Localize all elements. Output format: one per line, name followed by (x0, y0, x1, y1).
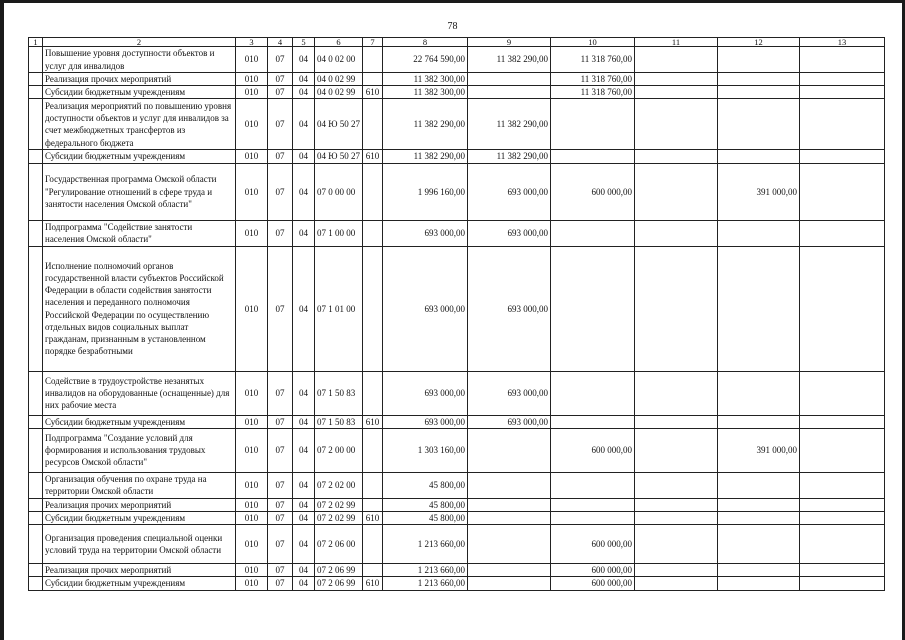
table-body (29, 47, 885, 591)
column-header-6: 6 (315, 38, 363, 47)
column-header-3: 3 (236, 38, 268, 47)
code-ministry: 010 (236, 525, 268, 564)
scan-edge-left (0, 0, 4, 640)
amount-col-9: 11 382 290,00 (468, 47, 551, 73)
column-header-7: 7 (363, 38, 383, 47)
row-marker (29, 577, 43, 590)
code-section: 07 (268, 163, 293, 220)
amount-col-13 (800, 371, 885, 415)
code-subsection: 04 (293, 86, 315, 99)
amount-col-10 (551, 246, 635, 371)
code-ministry: 010 (236, 246, 268, 371)
code-ministry: 010 (236, 564, 268, 577)
code-target-article: 07 2 02 99 (315, 512, 363, 525)
column-header-2: 2 (43, 38, 236, 47)
code-expense-type (363, 564, 383, 577)
code-target-article: 04 0 02 99 (315, 73, 363, 86)
amount-col-13 (800, 564, 885, 577)
amount-col-13 (800, 525, 885, 564)
code-subsection: 04 (293, 47, 315, 73)
row-description: Государственная программа Омской области "Регулирование отношений в сфере труда и занятости населения Омской области" (43, 163, 236, 220)
code-expense-type (363, 246, 383, 371)
code-section: 07 (268, 577, 293, 590)
code-section: 07 (268, 220, 293, 246)
row-marker (29, 150, 43, 163)
amount-col-10: 600 000,00 (551, 525, 635, 564)
amount-col-9: 11 382 290,00 (468, 99, 551, 150)
row-marker (29, 498, 43, 511)
row-description: Организация проведения специальной оценки условий труда на территории Омской области (43, 525, 236, 564)
amount-col-13 (800, 246, 885, 371)
row-description: Исполнение полномочий органов государственной власти субъектов Российской Федерации в области содействия занятости населения и переданного полномочия Российской Федерации по осуществлению отдельных видов социальных выплат гражданам, признанным в установленном порядке безработными (43, 246, 236, 371)
table-row (29, 577, 885, 590)
code-target-article: 04 0 02 00 (315, 47, 363, 73)
code-ministry: 010 (236, 86, 268, 99)
row-marker (29, 47, 43, 73)
code-expense-type: 610 (363, 512, 383, 525)
row-description: Подпрограмма "Создание условий для формирования и использования трудовых ресурсов Омской области" (43, 428, 236, 472)
code-section: 07 (268, 472, 293, 498)
amount-col-13 (800, 415, 885, 428)
row-description: Субсидии бюджетным учреждениям (43, 512, 236, 525)
code-subsection: 04 (293, 371, 315, 415)
amount-col-9: 693 000,00 (468, 220, 551, 246)
amount-col-9 (468, 512, 551, 525)
column-header-1: 1 (29, 38, 43, 47)
code-section: 07 (268, 246, 293, 371)
amount-col-11 (635, 73, 718, 86)
amount-col-11 (635, 498, 718, 511)
amount-col-13 (800, 220, 885, 246)
amount-col-8: 45 800,00 (383, 472, 468, 498)
amount-col-12 (718, 86, 800, 99)
code-subsection: 04 (293, 246, 315, 371)
amount-col-9 (468, 525, 551, 564)
code-subsection: 04 (293, 220, 315, 246)
scan-edge-top (0, 0, 905, 3)
code-section: 07 (268, 525, 293, 564)
amount-col-11 (635, 47, 718, 73)
code-ministry: 010 (236, 512, 268, 525)
row-marker (29, 512, 43, 525)
amount-col-10 (551, 498, 635, 511)
amount-col-13 (800, 150, 885, 163)
code-section: 07 (268, 73, 293, 86)
amount-col-10: 11 318 760,00 (551, 47, 635, 73)
column-header-13: 13 (800, 38, 885, 47)
amount-col-8: 11 382 300,00 (383, 86, 468, 99)
table-row (29, 163, 885, 220)
code-ministry: 010 (236, 577, 268, 590)
row-description: Реализация мероприятий по повышению уровня доступности объектов и услуг для инвалидов за счет межбюджетных трансфертов из федерального бюджета (43, 99, 236, 150)
amount-col-8: 693 000,00 (383, 415, 468, 428)
amount-col-12 (718, 246, 800, 371)
code-section: 07 (268, 99, 293, 150)
code-expense-type: 610 (363, 86, 383, 99)
amount-col-9 (468, 472, 551, 498)
page-number: 78 (447, 21, 458, 32)
amount-col-11 (635, 150, 718, 163)
amount-col-9 (468, 73, 551, 86)
code-subsection: 04 (293, 525, 315, 564)
code-section: 07 (268, 371, 293, 415)
row-marker (29, 415, 43, 428)
table-row (29, 47, 885, 73)
row-description: Субсидии бюджетным учреждениям (43, 86, 236, 99)
amount-col-10 (551, 99, 635, 150)
amount-col-12: 391 000,00 (718, 428, 800, 472)
row-description: Субсидии бюджетным учреждениям (43, 150, 236, 163)
code-subsection: 04 (293, 577, 315, 590)
code-section: 07 (268, 498, 293, 511)
code-target-article: 07 2 00 00 (315, 428, 363, 472)
row-description: Повышение уровня доступности объектов и услуг для инвалидов (43, 47, 236, 73)
code-subsection: 04 (293, 472, 315, 498)
amount-col-8: 693 000,00 (383, 371, 468, 415)
code-subsection: 04 (293, 415, 315, 428)
code-expense-type: 610 (363, 415, 383, 428)
code-section: 07 (268, 415, 293, 428)
amount-col-12 (718, 525, 800, 564)
code-subsection: 04 (293, 512, 315, 525)
code-expense-type (363, 371, 383, 415)
row-marker (29, 220, 43, 246)
code-target-article: 07 0 00 00 (315, 163, 363, 220)
amount-col-11 (635, 246, 718, 371)
amount-col-12 (718, 150, 800, 163)
amount-col-11 (635, 220, 718, 246)
code-section: 07 (268, 86, 293, 99)
column-header-9: 9 (468, 38, 551, 47)
column-header-8: 8 (383, 38, 468, 47)
code-ministry: 010 (236, 371, 268, 415)
table-row (29, 512, 885, 525)
amount-col-12 (718, 47, 800, 73)
amount-col-13 (800, 428, 885, 472)
code-target-article: 07 2 06 99 (315, 577, 363, 590)
code-target-article: 07 1 50 83 (315, 415, 363, 428)
code-expense-type (363, 47, 383, 73)
amount-col-12: 391 000,00 (718, 163, 800, 220)
row-description: Реализация прочих мероприятий (43, 73, 236, 86)
code-ministry: 010 (236, 163, 268, 220)
table-row (29, 73, 885, 86)
amount-col-10 (551, 472, 635, 498)
amount-col-13 (800, 86, 885, 99)
code-subsection: 04 (293, 564, 315, 577)
code-ministry: 010 (236, 415, 268, 428)
amount-col-9: 693 000,00 (468, 415, 551, 428)
amount-col-8: 1 213 660,00 (383, 577, 468, 590)
row-description: Реализация прочих мероприятий (43, 498, 236, 511)
row-marker (29, 73, 43, 86)
amount-col-9: 693 000,00 (468, 371, 551, 415)
amount-col-11 (635, 428, 718, 472)
amount-col-12 (718, 371, 800, 415)
amount-col-8: 45 800,00 (383, 498, 468, 511)
code-subsection: 04 (293, 428, 315, 472)
amount-col-8: 11 382 290,00 (383, 99, 468, 150)
amount-col-8: 1 213 660,00 (383, 525, 468, 564)
table-row (29, 472, 885, 498)
amount-col-8: 1 303 160,00 (383, 428, 468, 472)
code-section: 07 (268, 512, 293, 525)
table-row (29, 371, 885, 415)
code-subsection: 04 (293, 163, 315, 220)
row-marker (29, 564, 43, 577)
amount-col-10 (551, 371, 635, 415)
amount-col-10: 11 318 760,00 (551, 86, 635, 99)
amount-col-12 (718, 498, 800, 511)
amount-col-9 (468, 564, 551, 577)
code-target-article: 07 2 02 99 (315, 498, 363, 511)
amount-col-9 (468, 428, 551, 472)
amount-col-10 (551, 150, 635, 163)
row-marker (29, 525, 43, 564)
amount-col-10: 11 318 760,00 (551, 73, 635, 86)
code-target-article: 04 Ю 50 27 (315, 150, 363, 163)
table-row (29, 150, 885, 163)
amount-col-12 (718, 415, 800, 428)
amount-col-13 (800, 472, 885, 498)
code-target-article: 07 2 06 00 (315, 525, 363, 564)
code-section: 07 (268, 428, 293, 472)
amount-col-8: 11 382 290,00 (383, 150, 468, 163)
amount-col-13 (800, 163, 885, 220)
amount-col-13 (800, 99, 885, 150)
table-row (29, 564, 885, 577)
code-subsection: 04 (293, 150, 315, 163)
column-header-10: 10 (551, 38, 635, 47)
amount-col-9 (468, 577, 551, 590)
amount-col-11 (635, 525, 718, 564)
amount-col-8: 1 996 160,00 (383, 163, 468, 220)
code-target-article: 04 0 02 99 (315, 86, 363, 99)
row-marker (29, 246, 43, 371)
row-marker (29, 371, 43, 415)
code-ministry: 010 (236, 99, 268, 150)
amount-col-11 (635, 99, 718, 150)
row-marker (29, 86, 43, 99)
code-section: 07 (268, 47, 293, 73)
column-header-4: 4 (268, 38, 293, 47)
amount-col-8: 693 000,00 (383, 220, 468, 246)
amount-col-10 (551, 220, 635, 246)
table-row (29, 525, 885, 564)
table-row (29, 415, 885, 428)
amount-col-8: 22 764 590,00 (383, 47, 468, 73)
row-marker (29, 163, 43, 220)
code-section: 07 (268, 564, 293, 577)
amount-col-12 (718, 577, 800, 590)
code-expense-type (363, 99, 383, 150)
row-marker (29, 472, 43, 498)
row-description: Субсидии бюджетным учреждениям (43, 577, 236, 590)
amount-col-13 (800, 47, 885, 73)
amount-col-8: 1 213 660,00 (383, 564, 468, 577)
code-subsection: 04 (293, 498, 315, 511)
amount-col-11 (635, 577, 718, 590)
amount-col-9: 693 000,00 (468, 163, 551, 220)
code-expense-type (363, 163, 383, 220)
amount-col-12 (718, 73, 800, 86)
amount-col-11 (635, 415, 718, 428)
table-row (29, 86, 885, 99)
column-number-row (29, 38, 885, 47)
amount-col-13 (800, 577, 885, 590)
amount-col-12 (718, 220, 800, 246)
code-ministry: 010 (236, 73, 268, 86)
amount-col-10: 600 000,00 (551, 564, 635, 577)
row-description: Содействие в трудоустройстве незанятых инвалидов на оборудованные (оснащенные) для них рабочие места (43, 371, 236, 415)
code-expense-type (363, 498, 383, 511)
code-expense-type: 610 (363, 577, 383, 590)
amount-col-9: 11 382 290,00 (468, 150, 551, 163)
code-ministry: 010 (236, 150, 268, 163)
code-target-article: 07 2 02 00 (315, 472, 363, 498)
code-subsection: 04 (293, 73, 315, 86)
budget-table (28, 37, 885, 591)
row-description: Реализация прочих мероприятий (43, 564, 236, 577)
amount-col-8: 693 000,00 (383, 246, 468, 371)
code-expense-type (363, 428, 383, 472)
amount-col-11 (635, 371, 718, 415)
amount-col-11 (635, 163, 718, 220)
code-target-article: 07 1 01 00 (315, 246, 363, 371)
amount-col-8: 11 382 300,00 (383, 73, 468, 86)
amount-col-11 (635, 512, 718, 525)
table-row (29, 498, 885, 511)
code-ministry: 010 (236, 220, 268, 246)
code-expense-type (363, 472, 383, 498)
table-row (29, 99, 885, 150)
row-description: Организация обучения по охране труда на территории Омской области (43, 472, 236, 498)
code-ministry: 010 (236, 47, 268, 73)
amount-col-13 (800, 73, 885, 86)
code-ministry: 010 (236, 472, 268, 498)
amount-col-12 (718, 512, 800, 525)
row-marker (29, 99, 43, 150)
amount-col-13 (800, 512, 885, 525)
amount-col-9: 693 000,00 (468, 246, 551, 371)
amount-col-10 (551, 415, 635, 428)
code-target-article: 04 Ю 50 27 (315, 99, 363, 150)
row-description: Подпрограмма "Содействие занятости населения Омской области" (43, 220, 236, 246)
column-header-5: 5 (293, 38, 315, 47)
code-ministry: 010 (236, 428, 268, 472)
amount-col-11 (635, 86, 718, 99)
amount-col-9 (468, 498, 551, 511)
amount-col-10: 600 000,00 (551, 577, 635, 590)
code-expense-type (363, 220, 383, 246)
amount-col-11 (635, 472, 718, 498)
amount-col-12 (718, 99, 800, 150)
code-section: 07 (268, 150, 293, 163)
row-description: Субсидии бюджетным учреждениям (43, 415, 236, 428)
column-header-12: 12 (718, 38, 800, 47)
code-expense-type (363, 525, 383, 564)
code-expense-type: 610 (363, 150, 383, 163)
row-marker (29, 428, 43, 472)
code-target-article: 07 2 06 99 (315, 564, 363, 577)
code-ministry: 010 (236, 498, 268, 511)
code-expense-type (363, 73, 383, 86)
table-row (29, 428, 885, 472)
amount-col-10: 600 000,00 (551, 163, 635, 220)
table-row (29, 246, 885, 371)
amount-col-9 (468, 86, 551, 99)
amount-col-10 (551, 512, 635, 525)
amount-col-13 (800, 498, 885, 511)
amount-col-12 (718, 472, 800, 498)
amount-col-10: 600 000,00 (551, 428, 635, 472)
amount-col-8: 45 800,00 (383, 512, 468, 525)
code-subsection: 04 (293, 99, 315, 150)
amount-col-12 (718, 564, 800, 577)
table-row (29, 220, 885, 246)
code-target-article: 07 1 00 00 (315, 220, 363, 246)
amount-col-11 (635, 564, 718, 577)
column-header-11: 11 (635, 38, 718, 47)
code-target-article: 07 1 50 83 (315, 371, 363, 415)
